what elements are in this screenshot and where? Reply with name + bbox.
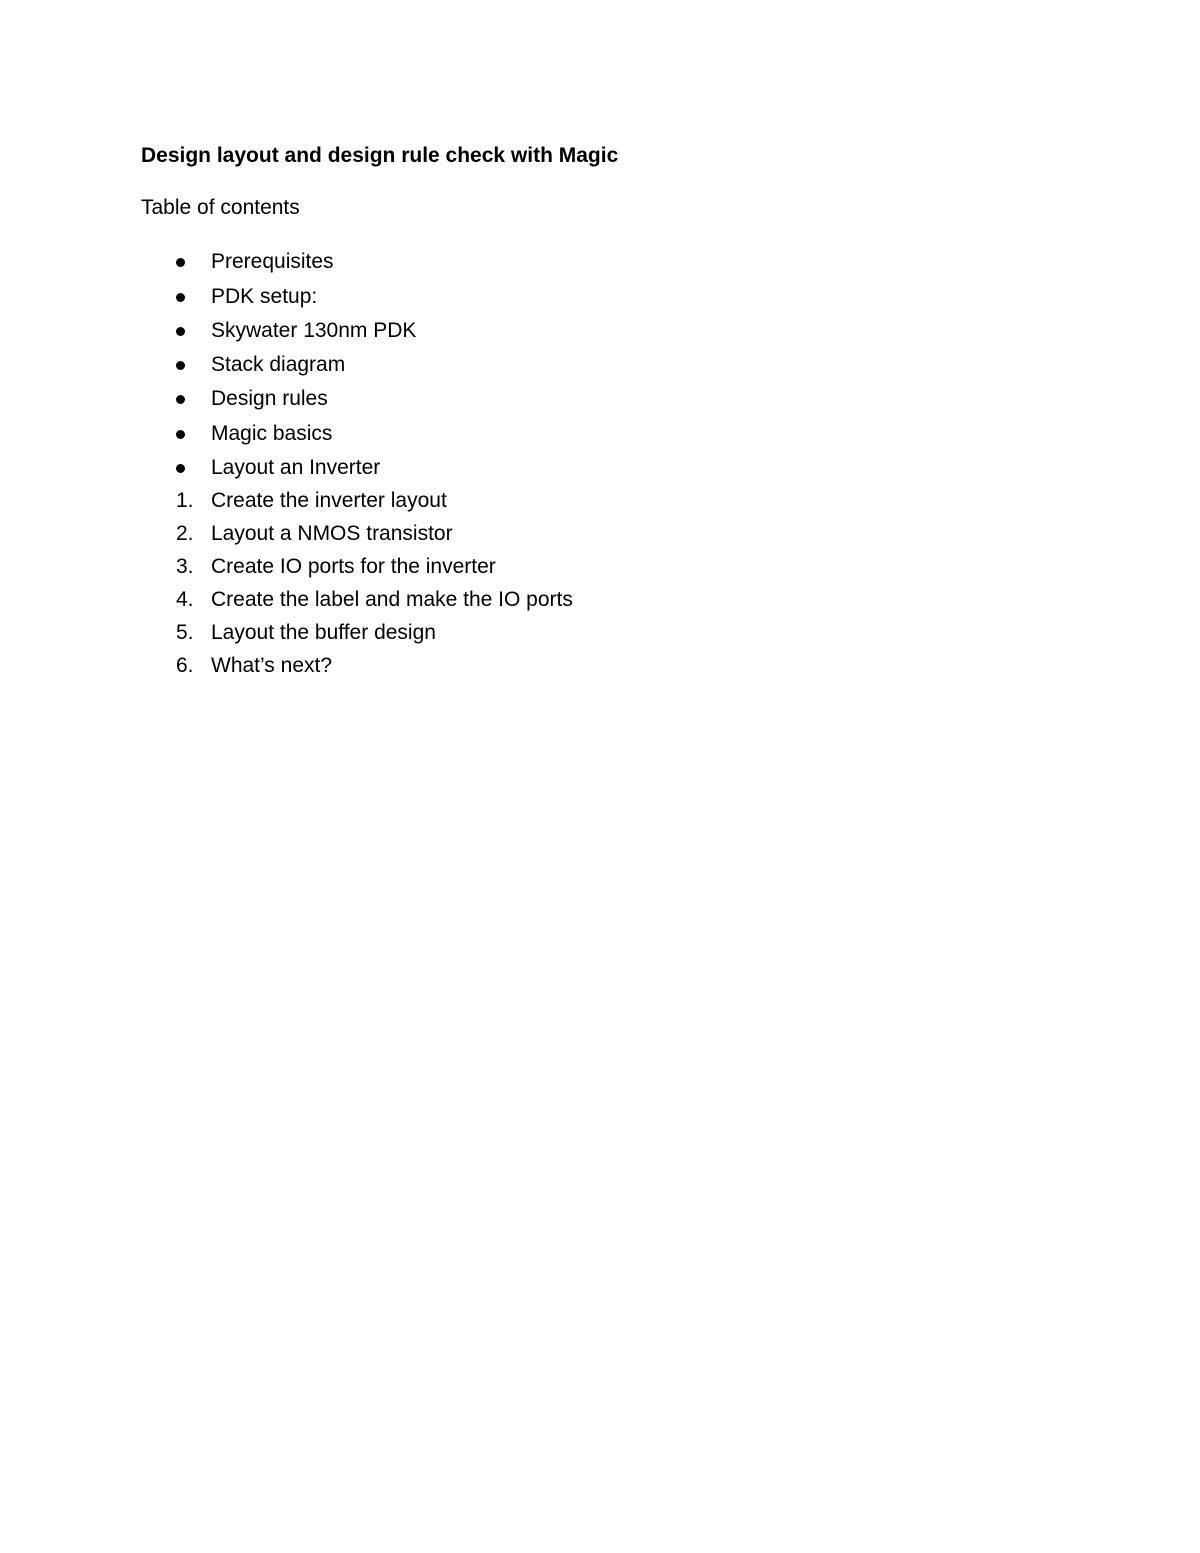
toc-item-number: 5.: [176, 621, 194, 644]
bullet-icon: [176, 258, 185, 267]
toc-bullet-text: Prerequisites: [211, 250, 334, 273]
toc-bullet-text: Layout an Inverter: [211, 456, 381, 479]
toc-item-number: 2.: [176, 522, 194, 545]
bullet-icon: [176, 293, 185, 302]
toc-item-number: 6.: [176, 654, 194, 677]
bullet-icon: [176, 395, 185, 404]
toc-bullet-text: PDK setup:: [211, 285, 318, 308]
toc-item-number: 4.: [176, 588, 194, 611]
toc-heading: Table of contents: [141, 196, 300, 219]
toc-bullet-text: Magic basics: [211, 422, 333, 445]
toc-item-text: Layout the buffer design: [211, 621, 436, 644]
bullet-icon: [176, 430, 185, 439]
toc-bullet-text: Skywater 130nm PDK: [211, 319, 417, 342]
bullet-icon: [176, 327, 185, 336]
bullet-icon: [176, 464, 185, 473]
toc-item-text: Create IO ports for the inverter: [211, 555, 496, 578]
toc-item-number: 3.: [176, 555, 194, 578]
toc-bullet-text: Design rules: [211, 387, 328, 410]
toc-bullet-text: Stack diagram: [211, 353, 346, 376]
bullet-icon: [176, 361, 185, 370]
toc-item-text: Create the inverter layout: [211, 489, 447, 512]
toc-item-number: 1.: [176, 489, 194, 512]
toc-item-text: Create the label and make the IO ports: [211, 588, 573, 611]
toc-item-text: Layout a NMOS transistor: [211, 522, 453, 545]
document-title: Design layout and design rule check with Magic: [141, 144, 619, 167]
toc-item-text: What’s next?: [211, 654, 333, 677]
